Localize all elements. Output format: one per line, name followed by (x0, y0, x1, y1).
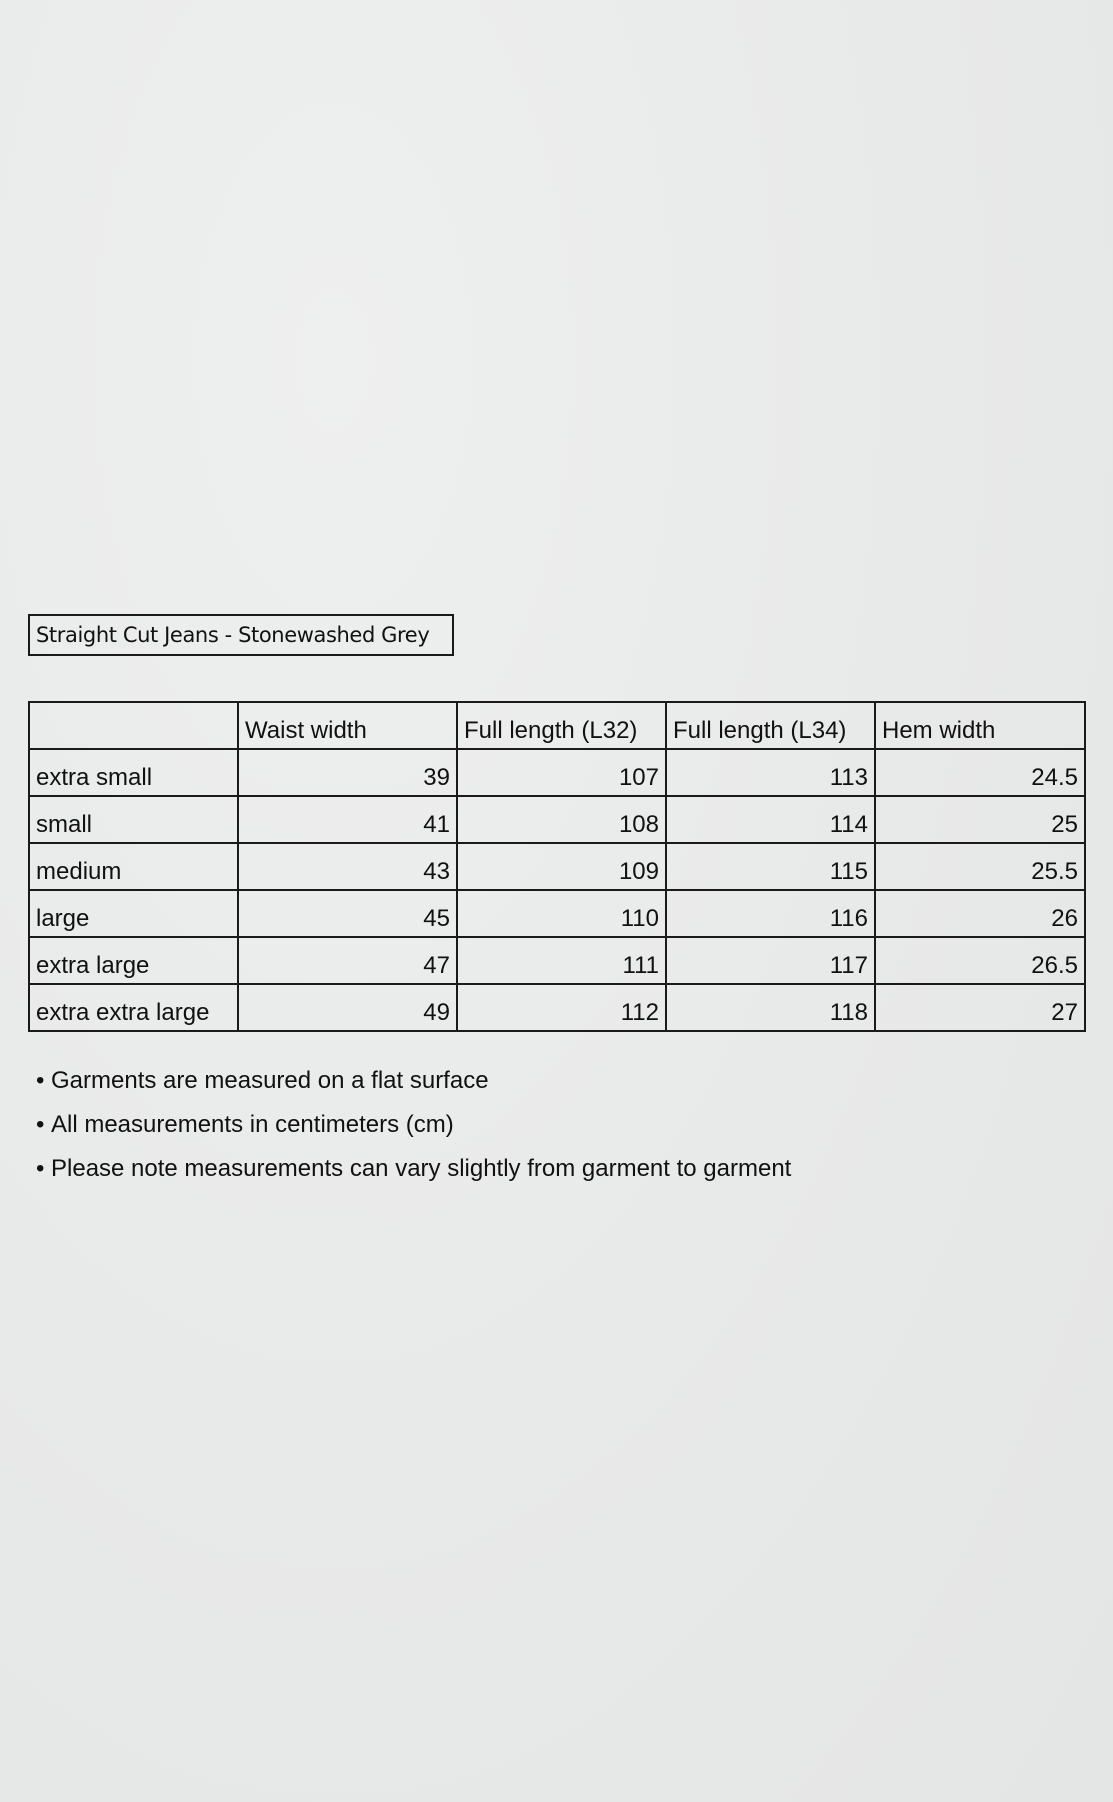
table-row (29, 984, 1085, 1031)
table-row (29, 890, 1085, 937)
table-row (29, 843, 1085, 890)
waist-width-value: 45 (238, 890, 457, 937)
header-size-corner (29, 702, 238, 749)
full-length-l32-value: 112 (457, 984, 666, 1031)
waist-width-value: 49 (238, 984, 457, 1031)
bullet-icon: • (36, 1155, 45, 1182)
full-length-l34-value: 117 (666, 937, 875, 984)
note-text: Please note measurements can vary slightly from garment to garment (51, 1155, 792, 1182)
table-row (29, 937, 1085, 984)
list-item (36, 1147, 791, 1191)
hem-width-value: 25.5 (875, 843, 1085, 890)
full-length-l32-value: 108 (457, 796, 666, 843)
header-hem-width: Hem width (875, 702, 1085, 749)
size-label: extra small (29, 749, 238, 796)
full-length-l34-value: 115 (666, 843, 875, 890)
table-row (29, 749, 1085, 796)
measurement-notes (36, 1059, 791, 1191)
product-title: Straight Cut Jeans - Stonewashed Grey (28, 614, 454, 656)
full-length-l34-value: 113 (666, 749, 875, 796)
hem-width-value: 24.5 (875, 749, 1085, 796)
waist-width-value: 41 (238, 796, 457, 843)
size-label: small (29, 796, 238, 843)
table-row (29, 796, 1085, 843)
header-full-length-l34: Full length (L34) (666, 702, 875, 749)
size-label: medium (29, 843, 238, 890)
table-header-row (29, 702, 1085, 749)
note-text: Garments are measured on a flat surface (51, 1067, 489, 1094)
full-length-l34-value: 118 (666, 984, 875, 1031)
header-waist-width: Waist width (238, 702, 457, 749)
waist-width-value: 39 (238, 749, 457, 796)
size-label: large (29, 890, 238, 937)
list-item (36, 1059, 791, 1103)
list-item (36, 1103, 791, 1147)
hem-width-value: 26 (875, 890, 1085, 937)
full-length-l32-value: 110 (457, 890, 666, 937)
full-length-l34-value: 114 (666, 796, 875, 843)
size-label: extra large (29, 937, 238, 984)
hem-width-value: 27 (875, 984, 1085, 1031)
bullet-icon: • (36, 1111, 45, 1138)
bullet-icon: • (36, 1067, 45, 1094)
size-label: extra extra large (29, 984, 238, 1031)
hem-width-value: 26.5 (875, 937, 1085, 984)
waist-width-value: 43 (238, 843, 457, 890)
full-length-l32-value: 107 (457, 749, 666, 796)
full-length-l32-value: 111 (457, 937, 666, 984)
full-length-l32-value: 109 (457, 843, 666, 890)
header-full-length-l32: Full length (L32) (457, 702, 666, 749)
size-chart-table (28, 701, 1086, 1032)
waist-width-value: 47 (238, 937, 457, 984)
full-length-l34-value: 116 (666, 890, 875, 937)
note-text: All measurements in centimeters (cm) (51, 1111, 454, 1138)
hem-width-value: 25 (875, 796, 1085, 843)
